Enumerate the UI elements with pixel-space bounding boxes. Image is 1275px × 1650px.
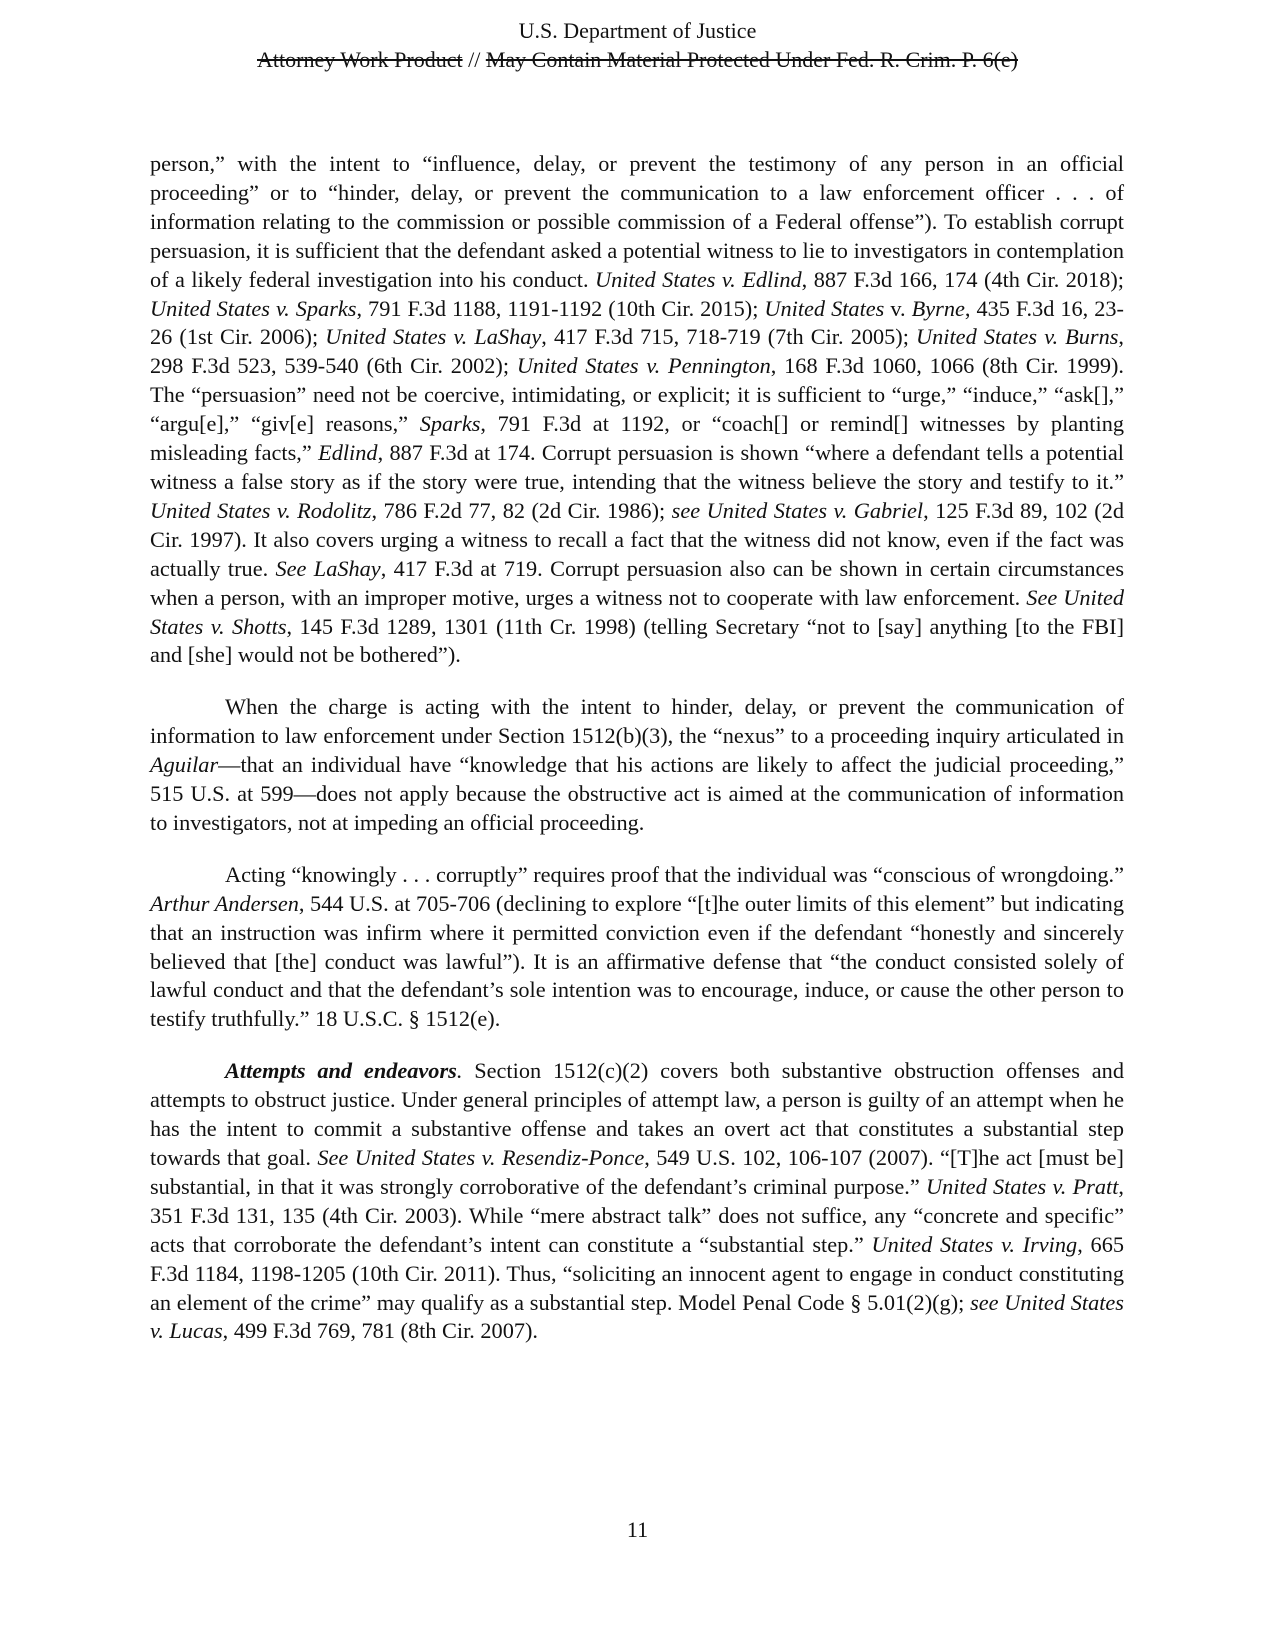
paragraph-text: , 351 F.3d 131, 135 (4th Cir. 2003). While “mere abstract talk” does not suffice, any “concrete and specific” acts that corroborate the defendant’s intent can constitute a “substantial step.” — [150, 1173, 1124, 1257]
paragraph-text: When the charge is acting with the intent to hinder, delay, or prevent the communication of information to law enforcement under Section 1512(b)(3), the “nexus” to a proceeding inquiry articulated in — [150, 694, 1124, 749]
paragraph-text: , 417 F.3d 715, 718-719 (7th Cir. 2005); — [541, 324, 917, 350]
work-product-marking: Attorney Work Product — [257, 47, 463, 72]
emphasized-text: United States v. LaShay — [325, 324, 542, 350]
emphasized-text: See United States v. Resendiz-Ponce — [317, 1145, 645, 1170]
marking-separator: // — [462, 47, 486, 72]
paragraph-text: , 125 F.3d 89, 102 (2d Cir. 1997). It also covers urging a witness to recall a fact that the witness did not know, even if the fact was actually true. — [150, 497, 1124, 581]
document-body — [150, 150, 1124, 1369]
paragraph-text: Section 1512(c)(2) covers both substantive obstruction offenses and attempts to obstruct justice. Under general principles of attempt law, a person is guilty of an attempt when he has the intent to commit a substantive offense and takes an overt act that constitutes a substantial step towards that goal. — [150, 1058, 1124, 1170]
paragraph-text: Acting “knowingly . . . corruptly” requires proof that the individual was “conscious of wrongdoing.” — [225, 861, 1124, 887]
emphasized-text: Aguilar — [150, 752, 219, 778]
emphasized-text: United States v. Burns — [916, 324, 1119, 350]
body-paragraph — [150, 1057, 1124, 1346]
page-number: 11 — [626, 1517, 649, 1542]
paragraph-text: , 168 F.3d 1060, 1066 (8th Cir. 1999). The “persuasion” need not be coercive, intimidating, or explicit; it is sufficient to “urge,” “induce,” “ask[],” “argu[e],” “giv[e] reasons,” — [150, 353, 1124, 437]
emphasized-text: United States v. Pratt — [926, 1173, 1119, 1199]
paragraph-text: , 145 F.3d 1289, 1301 (11th Cr. 1998) (telling Secretary “not to [say] anything [to the FBI] and [she] would not be bothered”). — [150, 613, 1124, 668]
body-paragraph — [150, 861, 1124, 1034]
emphasized-text: See United States v. Shotts — [150, 584, 1124, 639]
emphasized-text: United States v. Irving — [871, 1231, 1078, 1257]
paragraph-text: —that an individual have “knowledge that his actions are likely to affect the judicial proceeding,” 515 U.S. at 599—does not apply because the obstructive act is aimed at the communication of information to investigators, not at impeding an official proceeding. — [150, 752, 1124, 835]
paragraph-text: , 887 F.3d at 174. Corrupt persuasion is shown “where a defendant tells a potential witness a false story as if the story were true, intending that the witness believe the story and testify to it.” — [150, 440, 1124, 494]
privilege-markings — [0, 45, 1275, 74]
emphasized-text: See LaShay — [275, 555, 381, 581]
paragraph-text: , 786 F.2d 77, 82 (2d Cir. 1986); — [371, 497, 672, 523]
paragraph-text: , 435 F.3d 16, 23-26 (1st Cir. 2006); — [150, 295, 1124, 350]
emphasized-text: Arthur Andersen — [150, 890, 299, 916]
emphasized-text: Attempts and endeavors — [225, 1058, 457, 1084]
emphasized-text: Edlind — [318, 440, 378, 466]
grand-jury-marking: May Contain Material Protected Under Fed. R. Crim. P. 6(e) — [485, 47, 1018, 72]
paragraph-text: v. — [884, 295, 912, 321]
emphasized-text: . — [456, 1058, 463, 1084]
emphasized-text: United States v. Edlind — [595, 266, 802, 292]
department-name: U.S. Department of Justice — [518, 18, 757, 43]
emphasized-text: United States — [764, 295, 885, 321]
paragraph-text: , 417 F.3d at 719. Corrupt persuasion also can be shown in certain circumstances when a person, with an improper motive, urges a witness not to cooperate with law enforcement. — [150, 555, 1125, 610]
emphasized-text: United States v. Pennington — [516, 353, 771, 379]
emphasized-text: Byrne — [911, 295, 965, 321]
emphasized-text: United States v. Rodolitz — [150, 497, 372, 523]
paragraph-text: , 887 F.3d 166, 174 (4th Cir. 2018); — [801, 266, 1124, 292]
paragraph-text: , 298 F.3d 523, 539-540 (6th Cir. 2002); — [150, 324, 1124, 379]
emphasized-text: Sparks — [419, 411, 481, 437]
paragraph-text: , 499 F.3d 769, 781 (8th Cir. 2007). — [222, 1318, 539, 1344]
page-header — [0, 16, 1275, 74]
paragraph-text: , 665 F.3d 1184, 1198-1205 (10th Cir. 2011). Thus, “soliciting an innocent agent to engage in conduct constituting an element of the crime” may qualify as a substantial step. Model Penal Code § 5.01(2)(g); — [150, 1231, 1124, 1315]
paragraph-text: , 791 F.3d at 1192, or “coach[] or remind[] witnesses by planting misleading facts,” — [150, 411, 1124, 466]
paragraph-text: , 549 U.S. 102, 106-107 (2007). “[T]he act [must be] substantial, in that it was strongly corroborative of the defendant’s criminal purpose.” — [150, 1145, 1124, 1199]
paragraph-text: person,” with the intent to “influence, delay, or prevent the testimony of any person in an official proceeding” or to “hinder, delay, or prevent the communication to a law enforcement officer . . . of information relating to the commission or possible commission of a Federal offense”). To establish corrupt persuasion, it is sufficient that the defendant asked a potential witness to lie to investigators in contemplation of a likely federal investigation into his conduct. — [150, 151, 1124, 292]
emphasized-text: see United States v. Lucas — [150, 1289, 1124, 1344]
emphasized-text: see United States v. Gabriel — [671, 497, 924, 523]
body-paragraph — [150, 150, 1124, 670]
paragraph-text: , 544 U.S. at 705-706 (declining to explore “[t]he outer limits of this element” but indicating that an instruction was infirm where it permitted conviction even if the defendant “honestly and sincerely believed that [the] conduct was lawful”). It is an affirmative defense that “the conduct consisted solely of lawful conduct and that the defendant’s sole intention was to encourage, induce, or cause the other person to testify truthfully.” 18 U.S.C. § 1512(e). — [150, 890, 1124, 1032]
paragraph-text: , 791 F.3d 1188, 1191-1192 (10th Cir. 2015); — [356, 295, 765, 321]
body-paragraph — [150, 693, 1124, 838]
emphasized-text: United States v. Sparks — [150, 295, 357, 321]
